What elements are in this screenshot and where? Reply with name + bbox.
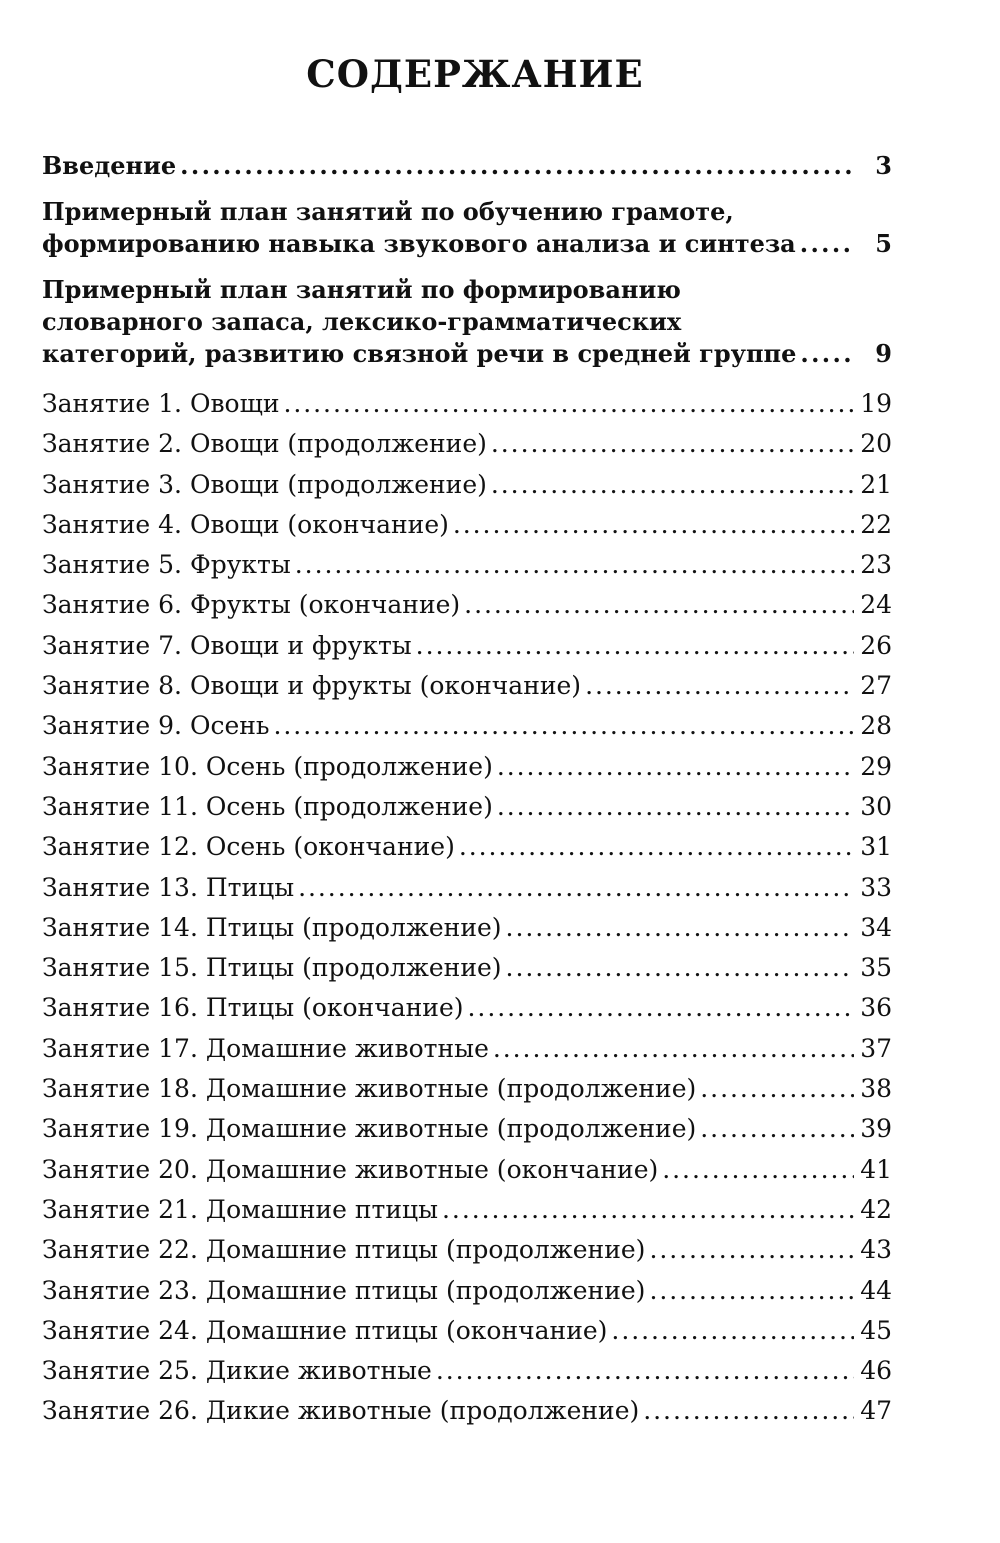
toc-entry[interactable] bbox=[42, 666, 892, 706]
toc-entry-title: Занятие 20. Домашние животные (окончание) bbox=[42, 1154, 659, 1184]
dot-leader bbox=[491, 465, 854, 505]
toc-entry-row bbox=[42, 424, 892, 464]
toc-entry[interactable] bbox=[42, 1391, 892, 1431]
toc-page-number: 38 bbox=[860, 1074, 892, 1104]
dot-leader bbox=[611, 1311, 854, 1351]
toc-entry-title: категорий, развитию связной речи в средней группе bbox=[42, 339, 797, 368]
toc-entry-row bbox=[42, 384, 892, 424]
toc-entry-row bbox=[42, 1391, 892, 1431]
toc-entry-row bbox=[42, 1190, 892, 1230]
toc-entry-title: Занятие 5. Фрукты bbox=[42, 550, 291, 580]
dot-leader bbox=[283, 384, 854, 424]
toc-page-number: 24 bbox=[860, 590, 892, 620]
toc-page-number: 41 bbox=[860, 1154, 892, 1184]
toc-entry-title: Занятие 16. Птицы (окончание) bbox=[42, 993, 464, 1023]
toc-entry-title: Занятие 12. Осень (окончание) bbox=[42, 832, 455, 862]
dot-leader bbox=[459, 827, 854, 867]
toc-entry[interactable] bbox=[42, 988, 892, 1028]
toc-page-number: 20 bbox=[860, 429, 892, 459]
toc-entry[interactable] bbox=[42, 747, 892, 787]
toc-entry-title: Занятие 3. Овощи (продолжение) bbox=[42, 469, 487, 499]
toc-page-number: 46 bbox=[860, 1356, 892, 1386]
toc-entry-row bbox=[42, 1271, 892, 1311]
dot-leader bbox=[800, 338, 854, 370]
toc-entry-title: Занятие 2. Овощи (продолжение) bbox=[42, 429, 487, 459]
toc-entry-title: Занятие 23. Домашние птицы (продолжение) bbox=[42, 1275, 646, 1305]
dot-leader bbox=[468, 988, 854, 1028]
toc-page-number: 28 bbox=[860, 711, 892, 741]
dot-leader bbox=[493, 1029, 854, 1069]
toc-entry-title: Занятие 13. Птицы bbox=[42, 872, 295, 902]
dot-leader bbox=[298, 868, 854, 908]
toc-entry-title: Занятие 11. Осень (продолжение) bbox=[42, 791, 493, 821]
toc-page-number: 26 bbox=[860, 630, 892, 660]
dot-leader bbox=[700, 1069, 854, 1109]
dot-leader bbox=[442, 1190, 854, 1230]
toc-page-number: 44 bbox=[860, 1275, 892, 1305]
toc-entry[interactable] bbox=[42, 150, 892, 182]
toc-entry-row bbox=[42, 1351, 892, 1391]
dot-leader bbox=[506, 908, 854, 948]
toc-entry-row bbox=[42, 747, 892, 787]
toc-page-number: 22 bbox=[860, 509, 892, 539]
toc-entry-row bbox=[42, 585, 892, 625]
toc-entry[interactable] bbox=[42, 1029, 892, 1069]
toc-entry[interactable] bbox=[42, 1069, 892, 1109]
toc-page-number: 36 bbox=[860, 993, 892, 1023]
toc-entry-title-line: словарного запаса, лексико-грамматических bbox=[42, 307, 682, 336]
dot-leader bbox=[506, 948, 854, 988]
dot-leader bbox=[497, 747, 854, 787]
dot-leader bbox=[643, 1391, 854, 1431]
toc-page-number: 43 bbox=[860, 1235, 892, 1265]
toc-entry[interactable] bbox=[42, 196, 892, 260]
toc-entry[interactable] bbox=[42, 626, 892, 666]
toc-entry-row bbox=[42, 1150, 892, 1190]
toc-entry-title: Занятие 15. Птицы (продолжение) bbox=[42, 953, 502, 983]
toc-page-number: 33 bbox=[860, 872, 892, 902]
dot-leader bbox=[497, 787, 854, 827]
toc-page-number: 35 bbox=[860, 953, 892, 983]
toc-entry[interactable] bbox=[42, 1230, 892, 1270]
toc-entry-title: Занятие 7. Овощи и фрукты bbox=[42, 630, 412, 660]
toc-entry-title-line: Примерный план занятий по обучению грамоте, bbox=[42, 197, 734, 226]
toc-entry-row bbox=[42, 787, 892, 827]
dot-leader bbox=[800, 228, 854, 260]
dot-leader bbox=[416, 626, 854, 666]
toc-page-number: 47 bbox=[860, 1396, 892, 1426]
dot-leader bbox=[700, 1109, 854, 1149]
toc-entry-title: Занятие 24. Домашние птицы (окончание) bbox=[42, 1315, 608, 1345]
toc-page-number: 5 bbox=[875, 229, 892, 258]
toc-entry-row bbox=[42, 545, 892, 585]
toc-entry-title: Занятие 25. Дикие животные bbox=[42, 1356, 432, 1386]
dot-leader bbox=[436, 1351, 854, 1391]
toc-page-number: 37 bbox=[860, 1033, 892, 1063]
dot-leader bbox=[585, 666, 854, 706]
toc-entry-row bbox=[42, 1109, 892, 1149]
dot-leader bbox=[464, 585, 854, 625]
toc-entry-title: Занятие 8. Овощи и фрукты (окончание) bbox=[42, 671, 582, 701]
toc-entry-title: Занятие 1. Овощи bbox=[42, 389, 280, 418]
toc-entry-title: Занятие 6. Фрукты (окончание) bbox=[42, 590, 461, 620]
toc-entry-title: Занятие 18. Домашние животные (продолжение) bbox=[42, 1074, 697, 1104]
toc-entry[interactable] bbox=[42, 505, 892, 545]
toc-entry-row bbox=[42, 827, 892, 867]
toc-entry-title: Введение bbox=[42, 151, 177, 180]
toc-entry-title: Занятие 4. Овощи (окончание) bbox=[42, 509, 449, 539]
toc-entry-row bbox=[42, 505, 892, 545]
toc-page-number: 39 bbox=[860, 1114, 892, 1144]
toc-entry-title: Занятие 14. Птицы (продолжение) bbox=[42, 912, 502, 942]
dot-leader bbox=[662, 1150, 854, 1190]
dot-leader bbox=[274, 706, 854, 746]
toc-page-number: 19 bbox=[860, 389, 892, 418]
toc-entry[interactable] bbox=[42, 1190, 892, 1230]
dot-leader bbox=[295, 545, 854, 585]
toc-entry-row bbox=[42, 1029, 892, 1069]
toc-entry-title: Занятие 10. Осень (продолжение) bbox=[42, 751, 493, 781]
page-title: СОДЕРЖАНИЕ bbox=[306, 52, 644, 96]
toc-entry-row bbox=[42, 908, 892, 948]
dot-leader bbox=[180, 150, 854, 182]
toc-page-number: 34 bbox=[860, 912, 892, 942]
toc-entry-row bbox=[42, 948, 892, 988]
toc-entry-title: Занятие 9. Осень bbox=[42, 711, 270, 741]
toc-entry[interactable] bbox=[42, 1109, 892, 1149]
toc-entry[interactable] bbox=[42, 465, 892, 505]
toc-entry[interactable] bbox=[42, 545, 892, 585]
toc-entry[interactable] bbox=[42, 908, 892, 948]
toc-entry-row bbox=[42, 988, 892, 1028]
toc-entry-row bbox=[42, 338, 892, 370]
table-of-contents bbox=[42, 150, 892, 1432]
toc-entry-title-line: Примерный план занятий по формированию bbox=[42, 275, 681, 304]
toc-entry[interactable] bbox=[42, 787, 892, 827]
toc-entry[interactable] bbox=[42, 1150, 892, 1190]
toc-entry-row bbox=[42, 868, 892, 908]
toc-entry-row bbox=[42, 666, 892, 706]
toc-entry-title: Занятие 17. Домашние животные bbox=[42, 1033, 489, 1063]
toc-page-number: 45 bbox=[860, 1315, 892, 1345]
toc-page-number: 21 bbox=[860, 469, 892, 499]
dot-leader bbox=[649, 1271, 854, 1311]
toc-page-number: 3 bbox=[875, 151, 892, 180]
toc-entry[interactable] bbox=[42, 827, 892, 867]
toc-entry-row bbox=[42, 150, 892, 182]
toc-page-number: 27 bbox=[860, 671, 892, 701]
toc-page-number: 9 bbox=[875, 339, 892, 368]
toc-entry[interactable] bbox=[42, 1311, 892, 1351]
dot-leader bbox=[649, 1230, 854, 1270]
toc-entry-row bbox=[42, 1069, 892, 1109]
toc-entry-row bbox=[42, 706, 892, 746]
toc-entry[interactable] bbox=[42, 384, 892, 424]
dot-leader bbox=[491, 424, 854, 464]
toc-entry[interactable] bbox=[42, 868, 892, 908]
toc-entry[interactable] bbox=[42, 1351, 892, 1391]
toc-entry-row bbox=[42, 626, 892, 666]
toc-entry-title: Занятие 22. Домашние птицы (продолжение) bbox=[42, 1235, 646, 1265]
toc-entry-title: Занятие 26. Дикие животные (продолжение) bbox=[42, 1396, 640, 1426]
toc-entry[interactable] bbox=[42, 948, 892, 988]
toc-entry[interactable] bbox=[42, 585, 892, 625]
toc-entry[interactable] bbox=[42, 424, 892, 464]
toc-entry-row bbox=[42, 1230, 892, 1270]
toc-entry-title: Занятие 19. Домашние животные (продолжение) bbox=[42, 1114, 697, 1144]
toc-page-number: 23 bbox=[860, 550, 892, 580]
toc-entry[interactable] bbox=[42, 274, 892, 370]
toc-entry-title: формированию навыка звукового анализа и синтеза bbox=[42, 229, 796, 258]
toc-page-number: 30 bbox=[860, 791, 892, 821]
toc-entry-row bbox=[42, 228, 892, 260]
toc-page-number: 31 bbox=[860, 832, 892, 862]
toc-page-number: 42 bbox=[860, 1194, 892, 1224]
toc-entry[interactable] bbox=[42, 706, 892, 746]
toc-entry-row bbox=[42, 465, 892, 505]
toc-page-number: 29 bbox=[860, 751, 892, 781]
toc-entry-title: Занятие 21. Домашние птицы bbox=[42, 1194, 439, 1224]
toc-entry-row bbox=[42, 1311, 892, 1351]
dot-leader bbox=[453, 505, 854, 545]
toc-entry[interactable] bbox=[42, 1271, 892, 1311]
